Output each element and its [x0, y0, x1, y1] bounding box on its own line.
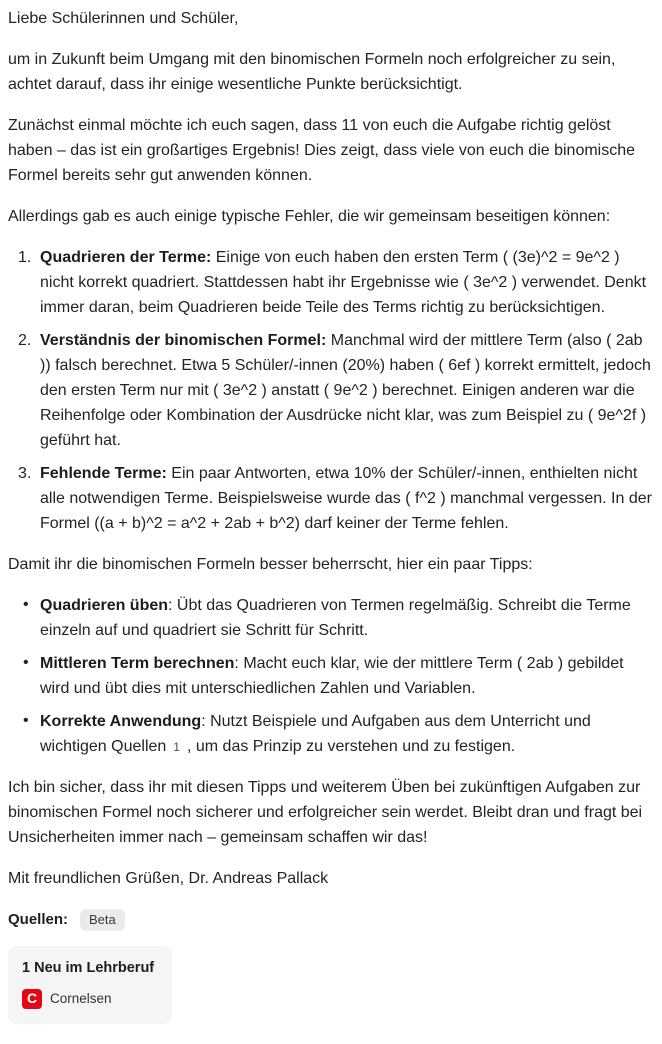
error-list: [8, 245, 654, 536]
beta-badge: Beta: [80, 909, 125, 931]
list-item-text: Manchmal wird der mittlere Term (also ( 2ab )) falsch berechnet. Etwa 5 Schüler/-innen (20%) haben ( 6ef ) korrekt ermittelt, jedoch den ersten Term nur mit ( 3e^2 ) anstatt ( 9e^2 ) berechnet. Einigen anderen war die Reihenfolge oder Kombination der Ausdrücke nicht klar, was zum Beispiel zu ( 9e^2f ) geführt hat.: [40, 332, 651, 449]
list-item-text: : Nutzt Beispiele und Aufgaben aus dem Unterricht und wichtigen Quellen: [40, 713, 591, 755]
list-item: [8, 461, 654, 536]
list-item-text: Einige von euch haben den ersten Term ( (3e)^2 = 9e^2 ) nicht korrekt quadriert. Stattdessen habt ihr Ergebnisse wie ( 3e^2 ) verwendet. Denkt immer daran, beim Quadrieren beide Teile des Terms richtig zu berücksichtigen.: [40, 249, 647, 316]
citation-chip[interactable]: 1: [173, 740, 180, 754]
source-publisher-row: [22, 986, 154, 1011]
intro-paragraph: um in Zukunft beim Umgang mit den binomischen Formeln noch erfolgreicher zu sein, achtet darauf, dass ihr einige wesentliche Punkte berücksichtigt.: [8, 51, 616, 93]
message-body: [8, 6, 654, 1024]
list-item-text: : Übt das Quadrieren von Termen regelmäßig. Schreibt die Terme einzeln auf und quadriert sie Schritt für Schritt.: [40, 597, 631, 639]
tips-list: [8, 593, 654, 759]
list-item-title: Fehlende Terme:: [40, 465, 167, 482]
list-item-text: Ein paar Antworten, etwa 10% der Schüler/-innen, enthielten nicht alle notwendigen Terme. Beispielsweise wurde das ( f^2 ) manchmal vergessen. In der Formel ((a + b)^2 = a^2 + 2ab + b^2) darf keiner der Terme fehlen.: [40, 465, 652, 532]
list-item-text: , um das Prinzip zu verstehen und zu festigen.: [186, 738, 516, 755]
list-item: [8, 593, 654, 643]
list-number: 2.: [18, 332, 32, 349]
source-card-title: 1 Neu im Lehrberuf: [22, 960, 155, 976]
cornelsen-logo-icon: C: [22, 989, 42, 1009]
praise-paragraph: Zunächst einmal möchte ich euch sagen, dass 11 von euch die Aufgabe richtig gelöst haben – das ist ein großartiges Ergebnis! Dies zeigt, dass viele von euch die binomische Formel bereits sehr gut anwenden können.: [8, 117, 636, 184]
tips-intro-paragraph: Damit ihr die binomischen Formeln besser beherrscht, hier ein paar Tipps:: [8, 556, 533, 573]
bullet-icon: •: [23, 596, 29, 613]
source-card[interactable]: [8, 946, 172, 1024]
sources-row: [8, 907, 654, 932]
list-item: [8, 328, 654, 453]
list-item-title: Korrekte Anwendung: [40, 713, 202, 730]
list-item-title: Quadrieren üben: [40, 597, 169, 614]
list-item-text: : Macht euch klar, wie der mittlere Term ( 2ab ) gebildet wird und übt dies mit unterschiedlichen Zahlen und Variablen.: [40, 655, 624, 697]
list-item-title: Mittleren Term berechnen: [40, 655, 235, 672]
closing-paragraph: Ich bin sicher, dass ihr mit diesen Tipps und weiterem Üben bei zukünftigen Aufgaben zur binomischen Formel noch sicherer und erfolgreicher sein werdet. Bleibt dran und fragt bei Unsicherheiten immer nach – gemeinsam schaffen wir das!: [8, 779, 643, 846]
list-number: 3.: [18, 465, 32, 482]
signature-paragraph: Mit freundlichen Grüßen, Dr. Andreas Pallack: [8, 870, 329, 887]
list-item-title: Verständnis der binomischen Formel:: [40, 332, 327, 349]
list-item-title: Quadrieren der Terme:: [40, 249, 212, 266]
list-item: [8, 709, 654, 759]
bullet-icon: •: [23, 712, 29, 729]
list-item: [8, 651, 654, 701]
list-number: 1.: [18, 249, 32, 266]
sources-label: Quellen:: [8, 911, 69, 928]
bullet-icon: •: [23, 654, 29, 671]
list-item: [8, 245, 654, 320]
errors-intro-paragraph: Allerdings gab es auch einige typische Fehler, die wir gemeinsam beseitigen können:: [8, 208, 611, 225]
source-publisher-name: Cornelsen: [50, 991, 112, 1006]
salutation-paragraph: Liebe Schülerinnen und Schüler,: [8, 10, 239, 27]
